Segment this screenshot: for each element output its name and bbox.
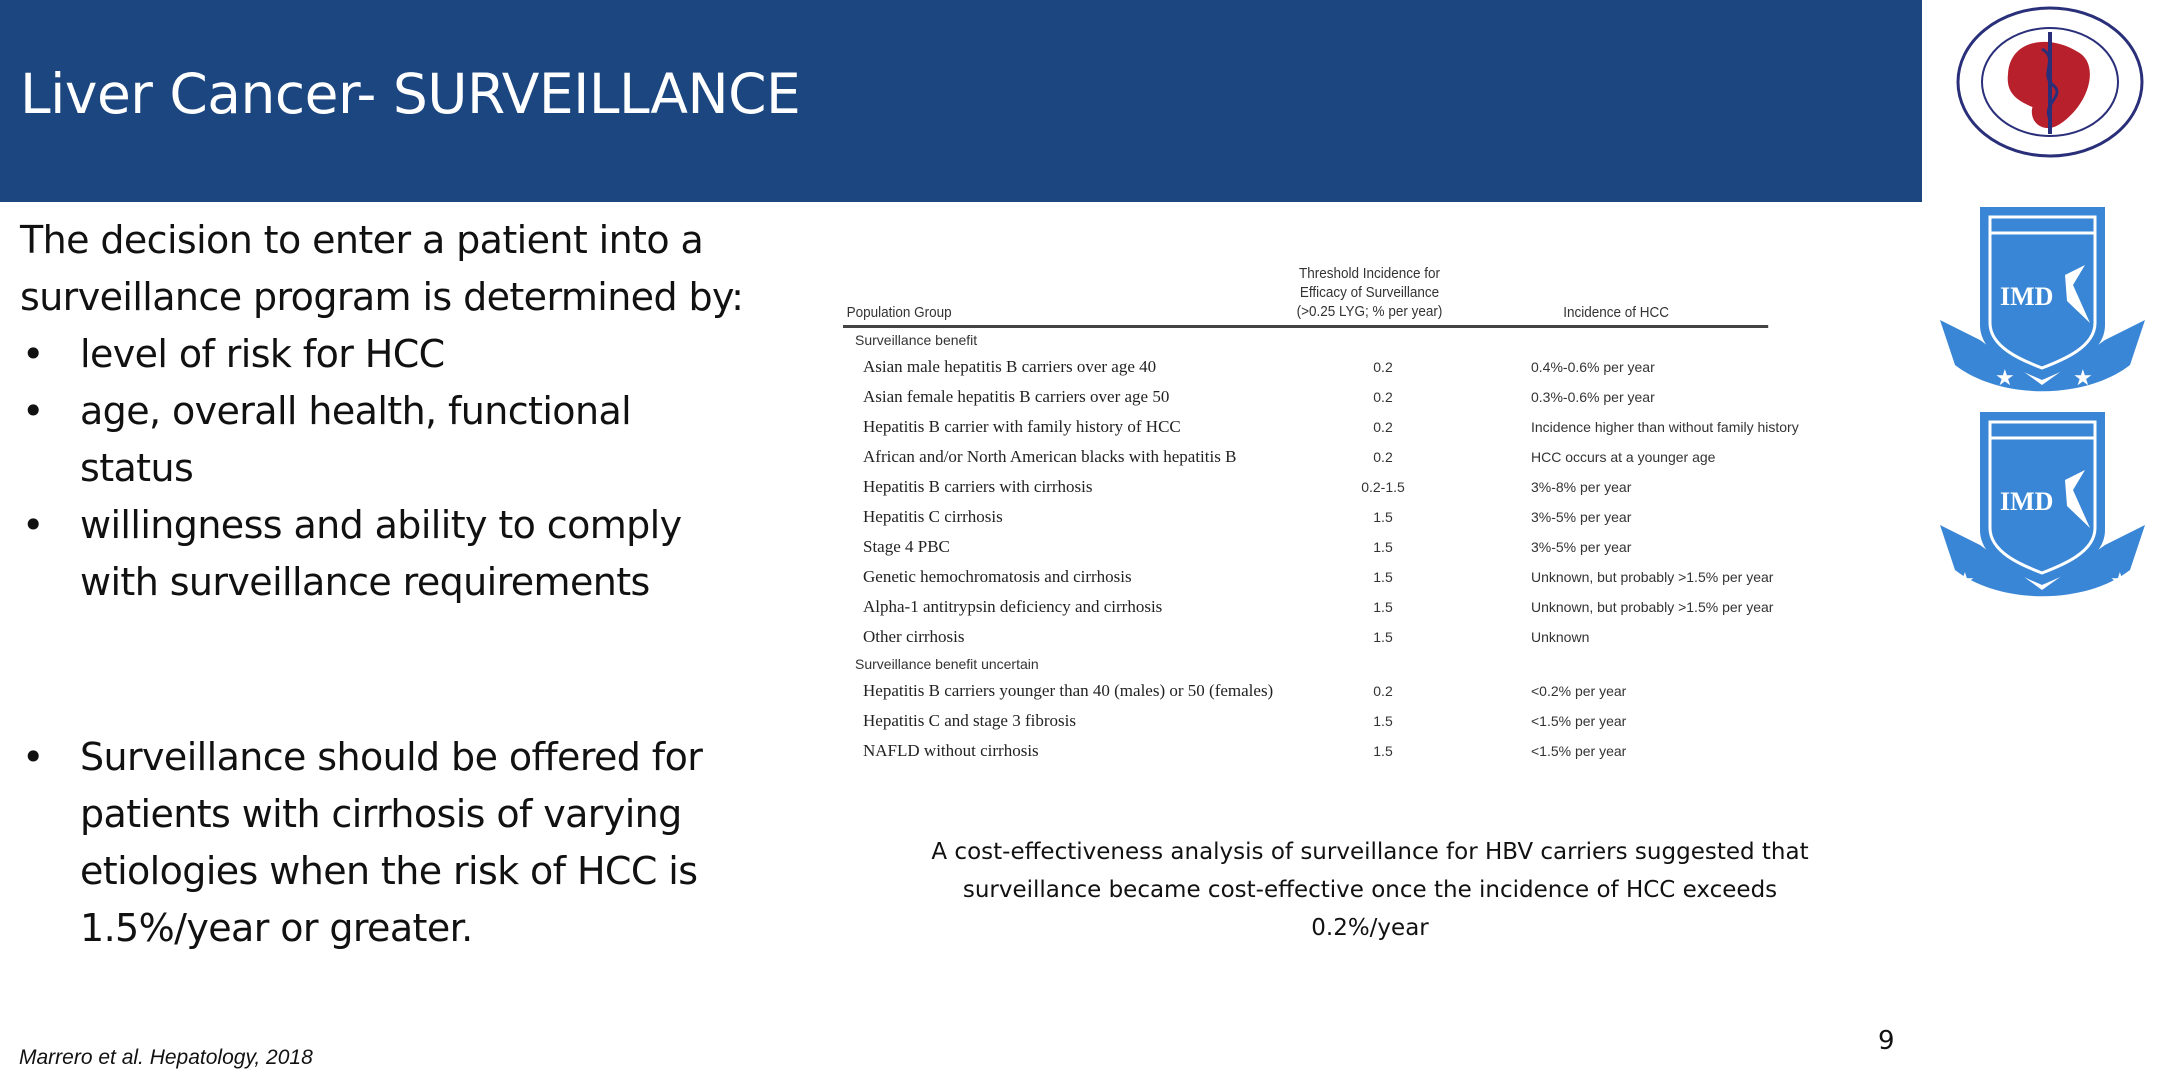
cell-threshold: 1.5 <box>1373 629 1393 645</box>
table-row <box>843 442 1871 472</box>
group-label: Surveillance benefit <box>855 332 978 348</box>
body-text <box>20 212 820 957</box>
table-row <box>843 562 1871 592</box>
svg-text:★: ★ <box>2110 569 2130 594</box>
bullet-text: • willingness and ability to comply <box>80 503 682 547</box>
cell-incidence: <1.5% per year <box>1531 713 1627 729</box>
imd-junzhi-logo <box>1935 205 2150 405</box>
cell-population: Stage 4 PBC <box>863 537 950 556</box>
slide-title: Liver Cancer- SURVEILLANCE <box>20 62 801 126</box>
cell-population: Asian male hepatitis B carriers over age 40 <box>863 357 1157 376</box>
cell-population: Hepatitis C cirrhosis <box>863 507 1003 526</box>
cell-threshold: 0.2 <box>1373 683 1393 699</box>
cell-population: Genetic hemochromatosis and cirrhosis <box>863 567 1132 586</box>
group-label: Surveillance benefit uncertain <box>855 656 1039 672</box>
cell-population: Alpha-1 antitrypsin deficiency and cirrhosis <box>863 597 1163 616</box>
cell-incidence: 3%-8% per year <box>1531 479 1632 495</box>
header-threshold-line: (>0.25 LYG; % per year) <box>1296 303 1443 320</box>
caption <box>850 833 1890 947</box>
cell-threshold: 1.5 <box>1373 599 1393 615</box>
table-header <box>843 248 1768 328</box>
cell-population: Other cirrhosis <box>863 627 965 646</box>
cell-incidence: <1.5% per year <box>1531 743 1627 759</box>
cell-incidence: <0.2% per year <box>1531 683 1627 699</box>
page-number: 9 <box>1878 1026 1895 1056</box>
cell-population: Hepatitis B carriers younger than 40 (males) or 50 (females) <box>863 681 1274 700</box>
bullet-item <box>20 497 820 611</box>
cell-incidence: 0.3%-0.6% per year <box>1531 389 1655 405</box>
cell-incidence: Unknown, but probably >1.5% per year <box>1531 569 1774 585</box>
table-row <box>843 472 1871 502</box>
cell-incidence: HCC occurs at a younger age <box>1531 449 1716 465</box>
cell-population: Asian female hepatitis B carriers over age 50 <box>863 387 1170 406</box>
header-threshold-line: Threshold Incidence for <box>1298 265 1441 282</box>
cell-threshold: 0.2 <box>1373 449 1393 465</box>
cell-population: Hepatitis B carriers with cirrhosis <box>863 477 1093 496</box>
cell-incidence: Incidence higher than without family history <box>1531 419 1799 435</box>
bullet-text: 1.5%/year or greater. <box>80 906 473 950</box>
cell-threshold: 1.5 <box>1373 569 1393 585</box>
table-row <box>843 352 1871 382</box>
svg-text:★: ★ <box>1955 569 1975 594</box>
svg-text:★: ★ <box>1995 366 2015 391</box>
header-incidence: Incidence of HCC <box>1563 304 1670 321</box>
bullet-text: patients with cirrhosis of varying <box>80 792 682 836</box>
caption-line: surveillance became cost-effective once the incidence of HCC exceeds <box>962 877 1778 903</box>
bullet-text: status <box>80 446 194 490</box>
bullet-text: etiologies when the risk of HCC is <box>80 849 698 893</box>
bullet-text: • level of risk for HCC <box>80 332 445 376</box>
table-row <box>843 622 1871 652</box>
caption-line: 0.2%/year <box>1311 915 1429 941</box>
table-row <box>843 676 1871 706</box>
bullet-text: • age, overall health, functional <box>80 389 632 433</box>
cell-threshold: 0.2 <box>1373 419 1393 435</box>
bullet-item <box>20 729 820 957</box>
cell-population: African and/or North American blacks with hepatitis B <box>863 447 1237 466</box>
cell-incidence: Unknown <box>1531 629 1590 645</box>
bullet-text: with surveillance requirements <box>80 560 650 604</box>
table-row <box>843 592 1871 622</box>
cell-threshold: 1.5 <box>1373 509 1393 525</box>
cell-threshold: 1.5 <box>1373 743 1393 759</box>
table-row <box>843 532 1871 562</box>
surveillance-table <box>843 248 1871 766</box>
bullet-text: • Surveillance should be offered for <box>80 735 703 779</box>
cell-incidence: 0.4%-0.6% per year <box>1531 359 1655 375</box>
header-threshold <box>1275 264 1464 321</box>
cell-threshold: 0.2 <box>1373 359 1393 375</box>
intro-line: surveillance program is determined by: <box>20 275 744 319</box>
cell-threshold: 0.2 <box>1373 389 1393 405</box>
sichuan-foundation-logo <box>1950 4 2150 164</box>
cell-population: NAFLD without cirrhosis <box>863 741 1039 760</box>
svg-text:★: ★ <box>2073 366 2093 391</box>
header-threshold-line: Efficacy of Surveillance <box>1299 284 1440 301</box>
title-bar <box>0 0 1922 202</box>
table-row <box>843 706 1871 736</box>
bullet-item <box>20 326 820 383</box>
intro-line: The decision to enter a patient into a <box>20 218 704 262</box>
table-row <box>843 736 1871 766</box>
svg-text:IMD: IMD <box>2000 487 2054 516</box>
bullet-item <box>20 383 820 497</box>
table-row <box>843 502 1871 532</box>
svg-text:IMD: IMD <box>2000 282 2054 311</box>
cell-threshold: 0.2-1.5 <box>1361 479 1405 495</box>
caption-line: A cost-effectiveness analysis of surveillance for HBV carriers suggested that <box>931 839 1809 865</box>
table-row <box>843 412 1871 442</box>
cell-incidence: 3%-5% per year <box>1531 509 1632 525</box>
cell-threshold: 1.5 <box>1373 713 1393 729</box>
cell-population: Hepatitis C and stage 3 fibrosis <box>863 711 1076 730</box>
citation: Marrero et al. Hepatology, 2018 <box>19 1046 313 1069</box>
imd-haina-logo <box>1935 410 2150 610</box>
header-population: Population Group <box>846 304 952 321</box>
cell-incidence: 3%-5% per year <box>1531 539 1632 555</box>
cell-incidence: Unknown, but probably >1.5% per year <box>1531 599 1774 615</box>
table-row <box>843 382 1871 412</box>
cell-population: Hepatitis B carrier with family history of HCC <box>863 417 1181 436</box>
cell-threshold: 1.5 <box>1373 539 1393 555</box>
